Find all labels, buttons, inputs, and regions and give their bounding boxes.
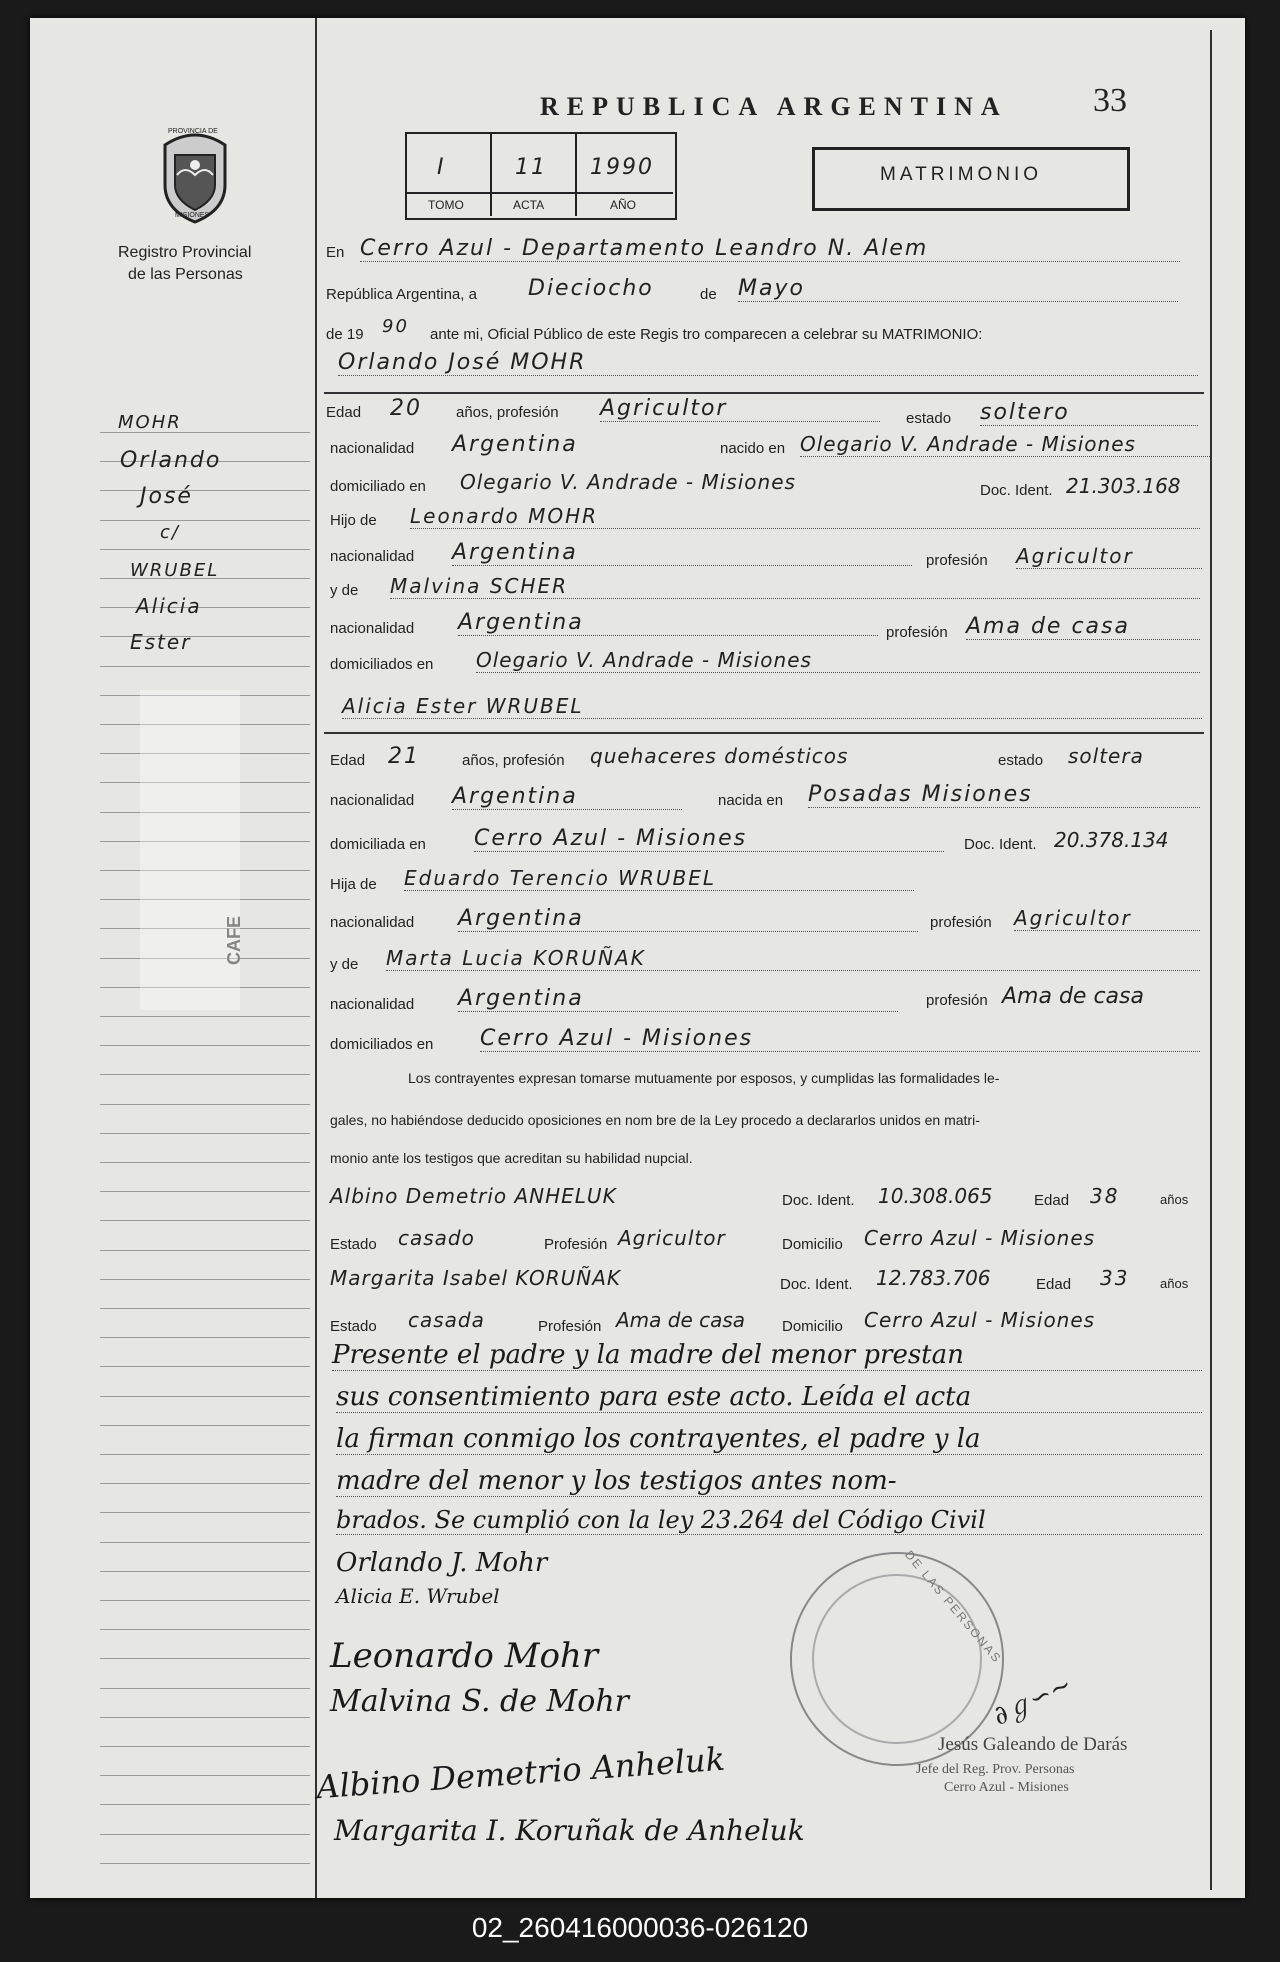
bride-nacida-label: nacida en [718,792,784,809]
country-header: REPUBLICA ARGENTINA [540,92,1008,121]
witness1-doc-label: Doc. Ident. [782,1192,855,1209]
groom-profesion: Agricultor [600,396,880,422]
bride-doc-label: Doc. Ident. [964,836,1037,853]
margin-ruled-line [100,1834,310,1835]
record-type: MATRIMONIO [880,164,1043,185]
margin-ruled-line [100,1104,310,1105]
witness2-name: Margarita Isabel KORUÑAK [330,1266,622,1290]
margin-ruled-line [100,1366,310,1367]
bride-father-prof: Agricultor [1014,906,1200,931]
margin-ruled-line [100,1512,310,1513]
signature-witness1: Albino Demetrio Anheluk [315,1739,727,1807]
tomo-value: I [437,155,446,180]
groom-father-nac-label: nacionalidad [330,548,415,565]
margin-ruled-line [100,1454,310,1455]
note-line4: madre del menor y los testigos antes nom- [336,1466,1202,1497]
witness1-profesion: Agricultor [618,1226,726,1250]
bride-profesion: quehaceres domésticos [590,744,849,768]
margin-ruled-line [100,1074,310,1075]
groom-mother-prof: Ama de casa [966,614,1200,640]
groom-yde-label: y de [330,582,359,599]
marriage-place: Cerro Azul - Departamento Leandro N. Alem [360,236,1180,262]
margin-note-connector: c/ [160,522,180,543]
year-label: de 19 [326,326,364,343]
margin-ruled-line [100,1600,310,1601]
groom-mother-prof-label: profesión [886,624,948,641]
bride-father-nac: Argentina [458,906,918,932]
margin-ruled-line [100,1688,310,1689]
official-title: Jefe del Reg. Prov. Personas [916,1762,1075,1777]
bride-mother-nac: Argentina [458,986,898,1012]
margin-ruled-line [100,1279,310,1280]
margin-ruled-line [100,1337,310,1338]
groom-dom-label: domiciliado en [330,478,426,495]
bride-mother-prof-label: profesión [926,992,988,1009]
bride-mother-nac-label: nacionalidad [330,996,415,1013]
signature-father: Leonardo Mohr [330,1636,599,1676]
margin-ruled-line [100,1220,310,1221]
marriage-day: Dieciocho [528,276,654,301]
bride-doc: 20.378.134 [1054,828,1169,852]
witness1-edad-label: Edad [1034,1192,1070,1209]
year-suffix: 90 [382,316,409,337]
de-label: de [700,286,717,303]
margin-ruled-line [100,1396,310,1397]
index-divider-h [407,192,673,194]
margin-stamp-text: CAFE [224,916,244,965]
witness2-doc: 12.783.706 [876,1266,991,1290]
margin-ruled-line [100,1775,310,1776]
margin-ruled-line [100,490,310,491]
official-office: Cerro Azul - Misiones [944,1780,1069,1795]
margin-ruled-line [100,1045,310,1046]
margin-ruled-line [100,1717,310,1718]
margin-ruled-line [100,1162,310,1163]
groom-mother-nac-label: nacionalidad [330,620,415,637]
margin-ruled-line [100,666,310,667]
signature-bride: Alicia E. Wrubel [336,1584,500,1608]
groom-doc: 21.303.168 [1066,474,1181,498]
margin-ruled-line [100,1746,310,1747]
note-line3: la firman conmigo los contrayentes, el padre y la [336,1424,1202,1455]
witness1-doc: 10.308.065 [878,1184,993,1208]
note-line1: Presente el padre y la madre del menor prestan [332,1340,1202,1371]
groom-father: Leonardo MOHR [410,504,1200,529]
republica-label: República Argentina, a [326,286,477,303]
groom-profesion-label: años, profesión [456,404,559,421]
groom-parents-dom: Olegario V. Andrade - Misiones [476,648,1200,673]
index-divider-1 [490,134,492,216]
groom-father-prof-label: profesión [926,552,988,569]
signature-witness2: Margarita I. Koruñak de Anheluk [334,1814,805,1847]
bride-domicilio: Cerro Azul - Misiones [474,826,944,852]
acta-label: ACTA [513,198,545,212]
ano-value: 1990 [590,155,654,180]
witness2-edad: 33 [1100,1266,1130,1290]
bride-edad: 21 [388,744,420,769]
margin-note-bride-firstname: Alicia [136,594,202,618]
groom-estado-label: estado [906,410,952,427]
groom-edad: 20 [390,396,422,421]
groom-estado: soltero [980,400,1198,426]
bride-father-prof-label: profesión [930,914,992,931]
groom-father-prof: Agricultor [1016,544,1202,569]
margin-ruled-line [100,1308,310,1309]
bride-section-rule [324,732,1204,734]
margin-note-bride-surname: WRUBEL [130,560,220,581]
margin-ruled-line [100,1804,310,1805]
witness2-estado: casada [408,1308,485,1332]
margin-note-bride-middlename: Ester [130,630,192,654]
bride-profesion-label: años, profesión [462,752,565,769]
groom-parents-dom-label: domiciliados en [330,656,434,673]
witness1-prof-label: Profesión [544,1236,608,1253]
bride-parents-dom: Cerro Azul - Misiones [480,1026,1200,1052]
witness2-doc-label: Doc. Ident. [780,1276,853,1293]
groom-father-nac: Argentina [452,540,912,566]
groom-nacionalidad: Argentina [452,432,578,457]
witness2-dom-label: Domicilio [782,1318,843,1335]
ano-label: AÑO [610,198,637,212]
margin-ruled-line [100,1658,310,1659]
ante-text: ante mi, Oficial Público de este Regis tro comparecen a celebrar su MATRIMONIO: [430,326,983,343]
margin-ruled-line [100,1863,310,1864]
bride-yde-label: y de [330,956,359,973]
seal-text: DE LAS PERSONAS [902,1547,1005,1667]
groom-doc-label: Doc. Ident. [980,482,1053,499]
margin-ruled-line [100,520,310,521]
witness2-prof-label: Profesión [538,1318,602,1335]
margin-ruled-line [100,1629,310,1630]
groom-name: Orlando José MOHR [338,350,1198,376]
declaration-line3: monio ante los testigos que acreditan su habilidad nupcial. [330,1150,693,1166]
emblem-bottom-text: MISIONES [175,212,210,219]
margin-ruled-line [100,1016,310,1017]
provincial-emblem-icon [155,130,235,225]
witness1-domicilio: Cerro Azul - Misiones [864,1226,1096,1250]
declaration-line2: gales, no habiéndose deducido oposiciones en nom bre de la Ley procedo a declararlos unidos en matri- [330,1112,980,1128]
bride-estado-label: estado [998,752,1044,769]
bride-hija-label: Hija de [330,876,377,893]
groom-hijo-label: Hijo de [330,512,377,529]
groom-nacido-label: nacido en [720,440,786,457]
bride-nac-label: nacionalidad [330,792,415,809]
registry-name-line1: Registro Provincial [118,244,252,261]
witness2-estado-label: Estado [330,1318,377,1335]
bride-mother-prof: Ama de casa [1002,984,1144,1009]
groom-mother: Malvina SCHER [390,574,1200,599]
witness1-anos-label: años [1160,1192,1189,1207]
margin-stamp-mark [140,690,240,1010]
margin-ruled-line [100,1191,310,1192]
margin-ruled-line [100,607,310,608]
signature-groom: Orlando J. Mohr [336,1548,548,1578]
document-id-footer: 02_260416000036-026120 [471,1912,809,1943]
margin-ruled-line [100,1250,310,1251]
witness2-anos-label: años [1160,1276,1189,1291]
margin-ruled-line [100,1483,310,1484]
tomo-label: TOMO [428,198,464,212]
official-name: Jesús Galeando de Darás [938,1734,1128,1755]
margin-ruled-line [100,1571,310,1572]
bride-father-nac-label: nacionalidad [330,914,415,931]
witness1-name: Albino Demetrio ANHELUK [330,1184,617,1208]
emblem-top-text: PROVINCIA DE [168,128,218,135]
groom-nacido: Olegario V. Andrade - Misiones [800,432,1210,457]
bride-estado: soltera [1068,744,1144,768]
en-label: En [326,244,345,261]
bride-father: Eduardo Terencio WRUBEL [404,866,914,891]
bride-name: Alicia Ester WRUBEL [342,694,1202,719]
signature-mother: Malvina S. de Mohr [330,1684,629,1719]
index-divider-2 [575,134,577,216]
bride-nacida: Posadas Misiones [808,782,1200,808]
witness1-edad: 38 [1090,1184,1120,1208]
groom-nac-label: nacionalidad [330,440,415,457]
registry-name-line2: de las Personas [128,266,243,283]
witness1-dom-label: Domicilio [782,1236,843,1253]
margin-note-middlename: José [140,484,193,509]
groom-domicilio: Olegario V. Andrade - Misiones [460,470,796,494]
witness1-estado: casado [398,1226,475,1250]
witness2-domicilio: Cerro Azul - Misiones [864,1308,1096,1332]
witness1-estado-label: Estado [330,1236,377,1253]
margin-note-surname: MOHR [118,412,182,433]
bride-edad-label: Edad [330,752,366,769]
bride-mother: Marta Lucia KORUÑAK [386,946,1200,971]
margin-ruled-line [100,1133,310,1134]
groom-mother-nac: Argentina [458,610,878,636]
page-number: 33 [1093,82,1127,119]
margin-note-firstname: Orlando [120,448,222,473]
margin-ruled-line [100,1425,310,1426]
witness2-profesion: Ama de casa [616,1308,746,1332]
groom-edad-label: Edad [326,404,362,421]
acta-value: 11 [515,155,547,180]
right-border-rule [1210,30,1212,1890]
bride-parents-dom-label: domiciliados en [330,1036,434,1053]
note-line2: sus consentimiento para este acto. Leída el acta [336,1382,1202,1413]
margin-ruled-line [100,1542,310,1543]
groom-section-rule [324,392,1204,394]
declaration-line1: Los contrayentes expresan tomarse mutuamente por esposos, y cumplidas las formalidades le- [408,1070,1000,1086]
bride-dom-label: domiciliada en [330,836,426,853]
official-handwritten-signature: ∂ℊ∽∼ [988,1669,1077,1732]
witness2-edad-label: Edad [1036,1276,1072,1293]
note-line5: brados. Se cumplió con la ley 23.264 del Código Civil [336,1506,1202,1535]
margin-ruled-line [100,549,310,550]
marriage-month: Mayo [738,276,1178,302]
bride-nacionalidad: Argentina [452,784,682,810]
